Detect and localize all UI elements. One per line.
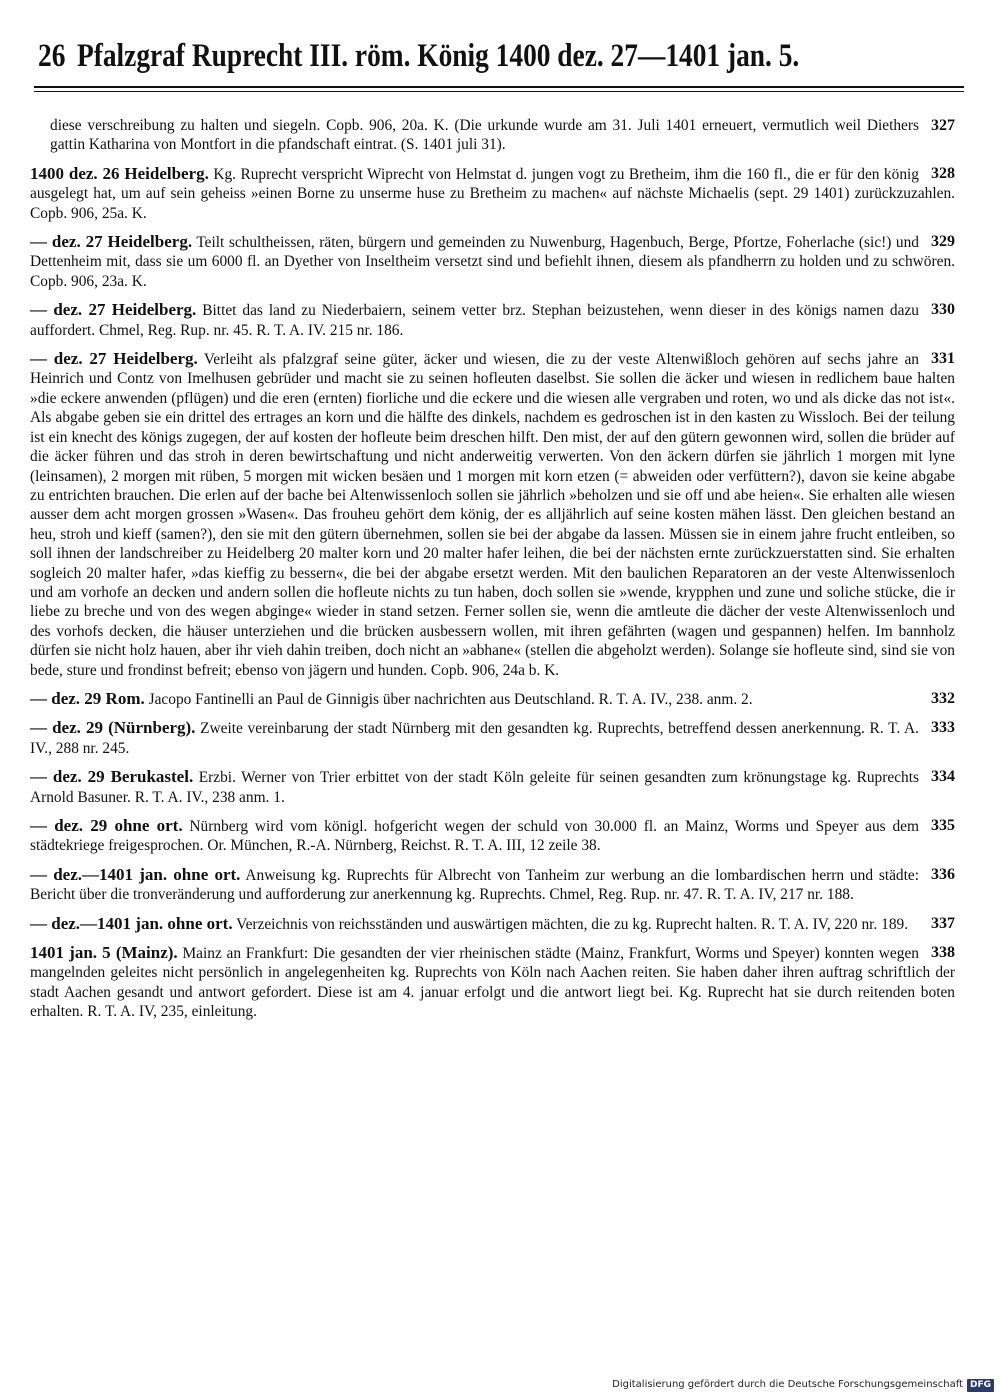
entry-date: — dez. 29 Rom.: [30, 688, 145, 708]
entry-date: 1401 jan. 5 (Mainz).: [30, 943, 178, 963]
entry-date: 1400 dez. 26 Heidelberg.: [30, 163, 209, 183]
entry-number: 338: [931, 944, 955, 962]
regest-entry: [30, 816, 955, 856]
entry-number: 331: [931, 350, 955, 368]
entry-text: Nürnberg wird vom königl. hofgericht wegen der schuld von 30.000 fl. an Mainz, Worms und Speyer aus dem städtekriege freigesprochen. Or. München, R.-A. Nürnberg, Reichst. R. T. A. III, 12 zeile 38.: [30, 818, 919, 855]
header-rule-thin: [34, 91, 964, 92]
entry-number: 328: [931, 164, 955, 182]
entry-text: Teilt schultheissen, räten, bürgern und gemeinden zu Nuwenburg, Hagenbuch, Berge, Pfortze, Foherlache (sic!) und Dettenheim mit, dass sie um 6000 fl. an Dyether von Inseltheim versetzt sind und befiehlt ihnen, diesem als pfandherrn zu holden und zu schwören. Copb. 906, 23a. K.: [30, 234, 955, 290]
regest-entry: [30, 689, 955, 709]
page-title: Pfalzgraf Ruprecht III. röm. König 1400 dez. 27—1401 jan. 5.: [77, 38, 800, 74]
entry-date: — dez.—1401 jan. ohne ort.: [30, 864, 241, 884]
regest-entry: [30, 116, 955, 155]
footer-credit: [612, 1378, 994, 1391]
entry-text: Bittet das land zu Niederbaiern, seinem vetter brz. Stephan beizustehen, wenn dieser in des königs namen dazu auffordert. Chmel, Reg. Rup. nr. 45. R. T. A. IV. 215 nr. 186.: [30, 302, 919, 339]
entry-text: Kg. Ruprecht verspricht Wiprecht von Helmstat d. jungen vogt zu Bretheim, ihm die 160 fl., die er für den könig ausgelegt hat, um auf sein geheiss »einen Borne zu unserme huse zu Bretheim zu machen« auf nächste Michaelis (sept. 29 1401) zurückzuzahlen. Copb. 906, 25a. K.: [30, 165, 955, 222]
regest-entry: [30, 164, 955, 223]
entry-date: — dez. 27 Heidelberg.: [30, 232, 193, 252]
entry-number: 337: [931, 914, 955, 932]
regest-entry: [30, 767, 955, 807]
entry-number: 335: [931, 817, 955, 834]
entry-text: Mainz an Frankfurt: Die gesandten der vier rheinischen städte (Mainz, Frankfurt, Worms und Speyer) konnten wegen mangelnden geleites nicht persönlich in angelegenheiten kg. Ruprechts von Köln nach Aachen reiten. Sie haben daher ihren auftrag schriftlich der stadt Aachen gesandt und antwort gefordert. Diese ist am 4. januar erfolgt und die antwort liegt bei. Kg. Ruprecht hat sie durch reitenden boten erhalten. R. T. A. IV, 235, einleitung.: [30, 945, 955, 1021]
entry-date: — dez. 29 Berukastel.: [30, 767, 194, 787]
entry-number: 336: [931, 865, 955, 883]
entry-text: Erzbi. Werner von Trier erbittet von der stadt Köln geleite für seinen gesandten zum krönungstage kg. Ruprechts Arnold Basuner. R. T. A. IV., 238 anm. 1.: [30, 769, 919, 806]
regesta-list: [30, 116, 955, 1031]
entry-date: — dez. 29 (Nürnberg).: [30, 718, 196, 738]
regest-entry: [30, 718, 955, 758]
entry-text: Jacopo Fantinelli an Paul de Ginnigis über nachrichten aus Deutschland. R. T. A. IV., 238. anm. 2.: [148, 690, 753, 708]
entry-number: 327: [931, 117, 955, 134]
regest-entry: [30, 349, 955, 680]
entry-date: — dez.—1401 jan. ohne ort.: [30, 913, 233, 933]
entry-number: 329: [931, 233, 955, 251]
entry-text: Zweite vereinbarung der stadt Nürnberg mit den gesandten kg. Ruprechts, betreffend dessen anerkennung. R. T. A. IV., 288 nr. 245.: [30, 720, 919, 757]
regest-entry: [30, 300, 955, 340]
footer-text: Digitalisierung gefördert durch die Deutsche Forschungsgemeinschaft: [612, 1379, 963, 1390]
entry-number: 333: [931, 719, 955, 737]
entry-text: diese verschreibung zu halten und siegeln. Copb. 906, 20a. K. (Die urkunde wurde am 31. Juli 1401 erneuert, vermutlich weil Diethers gattin Katharina von Montfort in die pfandschaft eintrat. (S. 1401 juli 31).: [50, 117, 919, 154]
entry-date: — dez. 29 ohne ort.: [30, 816, 183, 835]
regest-entry: [30, 914, 955, 934]
regest-entry: [30, 232, 955, 291]
entry-number: 330: [931, 301, 955, 319]
entry-date: — dez. 27 Heidelberg.: [30, 300, 197, 320]
regest-entry: [30, 865, 955, 905]
entry-date: — dez. 27 Heidelberg.: [30, 349, 198, 369]
page-number: 26: [38, 38, 66, 74]
header-rule: [34, 86, 964, 88]
dfg-logo: DFG: [967, 1379, 994, 1392]
entry-text: Verleiht als pfalzgraf seine güter, äcker und wiesen, die zu der veste Altenwißloch gehören auf sechs jahre an Heinrich und Contz von Imelhusen gebrüder und macht sie zu seinen hofleuten daselbst. Sie sollen die äcker und wiesen in redlichem baue halten »die eckere anwenden (pflügen) und die eren (ernten) fiorliche und die eckere und die wiesen alle vergraben und roten, wo und als dicke das not ist«. Als abgabe geben sie ein drittel des ertrages an korn und die hälfte des dinkels, nachdem es gedroschen ist in den kasten zu Wissloch. Bei der teilung ist ein knecht des königs zugegen, der auf kosten der hofleute beim dreschen hilft. Den mist, der auf den gütern gewonnen wird, sollen die brüder auf die äcker führen und das stroh in deren bewirtschaftung und nicht anderweitig verwerten. Von den äckern dürfen sie jährlich 1 morgen mit lyne (leinsamen), 2 morgen mit rüben, 5 morgen mit wicken besäen und 1 morgen mit korn etzen (= abweiden oder verfüttern?), davon sie keine abgabe zu entrichten brauchen. Die erlen auf der bache bei Altenwissenloch sollen sie jährlich »beholzen und sie off und abe heien«. Sie erhalten alle wiesen ausser dem acht morgen grossen »Wasen«. Das frouheu gehört dem könig, der es alljährlich auf seine kosten mähen lässt. Den gleichen bestand an heu, stroh und kieff (samen?), den sie mit den gütern übernehmen, sollen sie bei der abgabe da lassen. Müssen sie in einem jahre frucht entleiben, so soll ihnen der landschreiber zu Heidelberg 20 malter korn und 20 malter hafer leihen, die bei der nächsten ernte zurückzuerstatten sind. Sie erhalten sogleich 20 malter hafer, »das kieffig zu bessern«, die bei der abgabe ersetzt werden. Mit den baulichen Reparatoren an der veste Altenwissenloch und am vorhofe an decken und andern sollen die hofleute nichts zu tun haben, doch sollen sie »wende, krypphen und zune und soliche stücke, die ir liebe zu breche und von des wegen abginge« wieder in stand setzen. Ferner sollen sie, wenn die amtleute die dächer der veste Altenwissenloch und des vorhofs decken, die häuser unterziehen und die brücken ausbessern wollen, mit ihren gefährten (wagen und gespannen) helfen. Im bannholz dürfen sie nicht holz hauen, aber ihr vieh dahin treiben, doch nicht an »abhane« (stellen die abgeholzt werden). Solange sie hofleute sind, sind sie von bede, sture und frondinst befreit; ebenso von jägern und hunden. Copb. 906, 24a b. K.: [30, 351, 955, 679]
entry-text: Verzeichnis von reichsständen und auswärtigen mächten, die zu kg. Ruprecht halten. R. T. A. IV, 220 nr. 189.: [236, 915, 909, 933]
entry-number: 334: [931, 768, 955, 786]
entry-number: 332: [931, 689, 955, 707]
regest-entry: [30, 943, 955, 1022]
page-header: [38, 36, 810, 76]
entry-text: Anweisung kg. Ruprechts für Albrecht von Tanheim zur werbung an die lombardischen herrn und städte: Bericht über die tronveränderung und aufforderung zur anerkennung kg. Ruprechts. Chmel, Reg. Rup. nr. 47. R. T. A. IV, 217 nr. 188.: [30, 866, 920, 904]
